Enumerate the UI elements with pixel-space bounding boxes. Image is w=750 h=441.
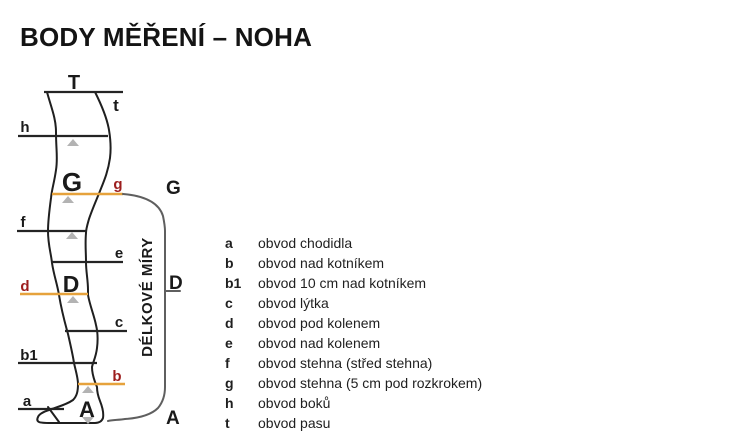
legend-key: d — [225, 315, 234, 331]
legend-row-a — [225, 233, 482, 253]
triangle-marker-g — [62, 196, 74, 203]
label-g-red: g — [113, 176, 123, 193]
label-T: T — [67, 72, 81, 94]
legend-label: obvod stehna (5 cm pod rozkrokem) — [258, 375, 483, 391]
legend-key: e — [225, 335, 233, 351]
bracket-label-D: D — [169, 273, 183, 294]
legend-row-c — [225, 293, 482, 313]
label-d-red: d — [20, 278, 30, 295]
legend-row-e — [225, 333, 482, 353]
triangle-marker-h — [67, 139, 79, 146]
length-bracket — [108, 194, 165, 421]
label-D-big: D — [62, 271, 80, 297]
label-a: a — [22, 393, 32, 410]
legend-label: obvod stehna (střed stehna) — [258, 355, 433, 371]
legend-key: a — [225, 235, 233, 251]
label-G-big: G — [61, 167, 83, 197]
page-title: BODY MĚŘENÍ – NOHA — [20, 22, 313, 52]
legend-row-t — [225, 413, 482, 433]
label-c: c — [114, 314, 124, 331]
legend-label: obvod 10 cm nad kotníkem — [258, 275, 427, 291]
label-b-red: b — [112, 368, 122, 385]
label-f: f — [20, 214, 26, 231]
bracket-label-A: A — [166, 408, 180, 429]
label-h: h — [20, 119, 30, 136]
label-b1: b1 — [20, 347, 38, 364]
legend-key: t — [225, 415, 230, 431]
legend-label: obvod pasu — [258, 415, 331, 431]
legend-label: obvod lýtka — [258, 295, 329, 311]
legend-label: obvod boků — [258, 395, 331, 411]
legend-row-f — [225, 353, 482, 373]
legend-label: obvod pod kolenem — [258, 315, 381, 331]
label-A-big: A — [79, 397, 95, 422]
triangle-marker-d — [67, 296, 79, 303]
legend-row-g — [225, 373, 482, 393]
legend — [225, 233, 482, 433]
legend-row-d — [225, 313, 482, 333]
legend-label: obvod chodidla — [258, 235, 353, 251]
legend-key: f — [225, 355, 230, 371]
label-t: t — [113, 96, 119, 115]
legend-key: g — [225, 375, 234, 391]
legend-label: obvod nad kotníkem — [258, 255, 385, 271]
legend-label: obvod nad kolenem — [258, 335, 381, 351]
legend-key: c — [225, 295, 233, 311]
legend-row-h — [225, 393, 482, 413]
bracket-label-G: G — [166, 178, 181, 199]
legend-row-b1 — [225, 273, 482, 293]
legend-key: h — [225, 395, 234, 411]
legend-row-b — [225, 253, 482, 273]
triangle-marker-b — [82, 386, 94, 393]
legend-key: b1 — [225, 275, 242, 291]
length-measures-label: DÉLKOVÉ MÍRY — [139, 237, 156, 357]
legend-key: b — [225, 255, 234, 271]
label-e: e — [114, 245, 124, 262]
triangle-marker-f — [66, 232, 78, 239]
